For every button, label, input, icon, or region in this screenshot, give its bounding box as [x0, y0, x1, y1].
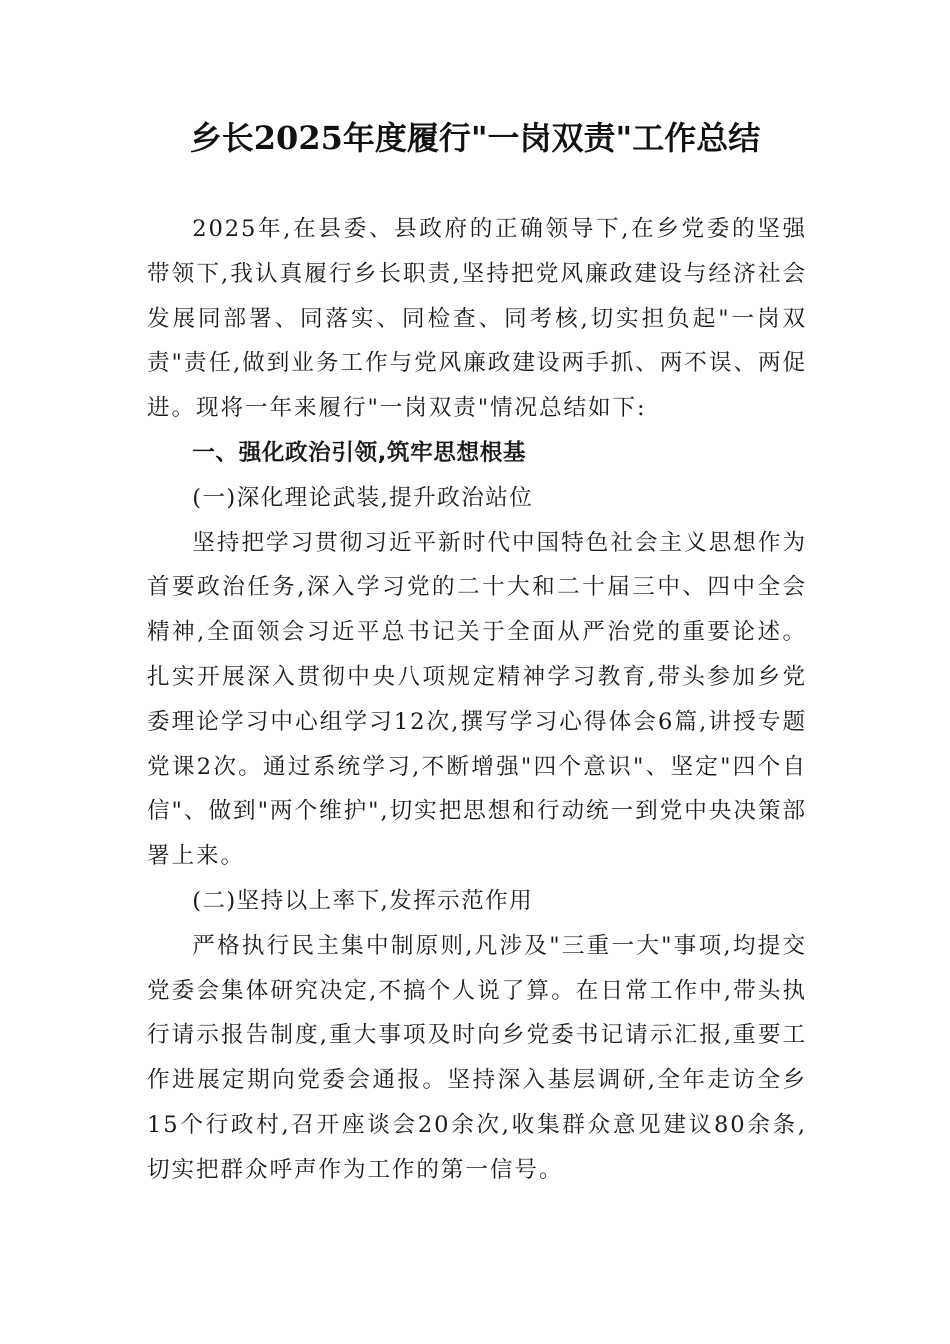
subsection-heading-2: (二)坚持以上率下,发挥示范作用 — [192, 887, 534, 914]
document-title: 乡长2025年度履行"一岗双责"工作总结 — [189, 119, 761, 157]
intro-paragraph: 2025年,在县委、县政府的正确领导下,在乡党委的坚强带领下,我认真履行乡长职责,坚持把党风廉政建设与经济社会发展同部署、同落实、同检查、同考核,切实担负起"一岗双责"责任,做到业务工作与党风廉政建设两手抓、两不误、两促进。现将一年来履行"一岗双责"情况总结如下: — [147, 216, 807, 422]
subsection-paragraph-2: 严格执行民主集中制原则,凡涉及"三重一大"事项,均提交党委会集体研究决定,不搞个人说了算。在日常工作中,带头执行请示报告制度,重大事项及时向乡党委书记请示汇报,重要工作进展定期向党委会通报。坚持深入基层调研,全年走访全乡15个行政村,召开座谈会20余次,收集群众意见建议80余条,切实把群众呼声作为工作的第一信号。 — [147, 932, 807, 1183]
subsection-heading-1: (一)深化理论武装,提升政治站位 — [192, 484, 534, 511]
section-heading: 一、强化政治引领,筑牢思想根基 — [192, 439, 527, 466]
document-body — [147, 207, 807, 1193]
subsection-paragraph-1: 坚持把学习贯彻习近平新时代中国特色社会主义思想作为首要政治任务,深入学习党的二十大和二十届三中、四中全会精神,全面领会习近平总书记关于全面从严治党的重要论述。扎实开展深入贯彻中央八项规定精神学习教育,带头参加乡党委理论学习中心组学习12次,撰写学习心得体会6篇,讲授专题党课2次。通过系统学习,不断增强"四个意识"、坚定"四个自信"、做到"两个维护",切实把思想和行动统一到党中央决策部署上来。 — [147, 529, 807, 870]
